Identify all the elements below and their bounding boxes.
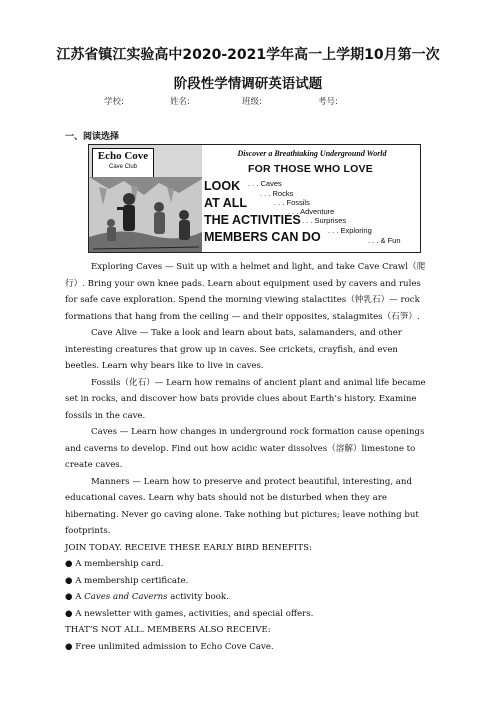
book-title: Caves and Caverns: [84, 592, 168, 602]
banner-headline-4: MEMBERS CAN DO: [204, 230, 321, 244]
cave-club-banner: [88, 144, 421, 253]
bullet-glyph: ●: [65, 608, 73, 619]
benefit-text: A newsletter with games, activities, and special offers.: [72, 608, 314, 619]
love-item-rocks: . . . Rocks: [260, 189, 294, 198]
bullet-glyph: ●: [65, 592, 73, 602]
love-item-adventure: . . . Adventure: [288, 207, 335, 216]
logo-title: Echo Cove: [97, 150, 149, 162]
cave-explorers-illustration: [89, 177, 202, 252]
love-item-fun: . . . & Fun: [368, 236, 401, 245]
also-item-free-admission: [65, 639, 431, 656]
banner-text-panel: [202, 145, 420, 252]
echo-cove-logo: [92, 148, 154, 178]
for-those-heading: FOR THOSE WHO LOVE: [248, 163, 373, 175]
banner-headline-3: THE ACTIVITIES: [204, 213, 301, 227]
banner-tagline: Discover a Breathtaking Underground World: [237, 149, 387, 158]
love-item-surprises: . . . Surprises: [302, 216, 347, 225]
passage-body: [65, 259, 431, 655]
benefit-text: A membership certificate.: [72, 575, 189, 586]
paragraph-fossils: Fossils（化石）— Learn how remains of ancient plant and animal life became set in rocks, and discover how bats provide clues about Earth’s history. Examine fossils in the cave.: [65, 377, 426, 421]
section-heading: 一、阅读选择: [65, 132, 120, 142]
bullet-glyph: ●: [65, 575, 73, 586]
benefit-membership-card: [65, 556, 431, 573]
also-item-text: Free unlimited admission to Echo Cove Cave.: [72, 641, 274, 652]
love-item-exploring: . . . Exploring: [328, 226, 372, 235]
benefit-activity-book: [65, 589, 431, 606]
benefit-newsletter: [65, 606, 431, 623]
banner-headline-1: LOOK: [204, 179, 241, 193]
bullet-glyph: ●: [65, 641, 73, 652]
paragraph-cave-alive: Cave Alive — Take a look and learn about bats, salamanders, and other interesting creatures that grow up in caves. See crickets, crayfish, and even beetles. Learn why bears like to live in caves.: [65, 328, 402, 371]
benefit-membership-certificate: [65, 573, 431, 590]
banner-photo-panel: [89, 145, 202, 252]
paragraph-caves: Caves — Learn how changes in underground rock formation cause openings and caverns to develop. Find out how acidic water dissolves（溶解）limestone to create caves.: [65, 427, 425, 470]
field-school: 学校:: [104, 97, 124, 107]
join-heading: JOIN TODAY. RECEIVE THESE EARLY BIRD BENEFITS:: [65, 542, 312, 553]
benefit-text-pre: A: [72, 592, 85, 602]
document-title-line-2: 阶段性学情调研英语试题: [173, 76, 323, 92]
love-item-caves: . . . Caves: [248, 179, 282, 188]
paragraph-exploring-caves: Exploring Caves — Suit up with a helmet and light, and take Cave Crawl（爬行）. Bring your own knee pads. Learn about equipment used by cavers and rules for safe cave exploration. Spend the morning viewing stalactites（钟乳石）— rock formations that hang from the ceiling — and their opposites, stalagmites（石笋）.: [65, 262, 426, 322]
document-title-line-1: 江苏省镇江实验高中2020-2021学年高一上学期10月第一次: [56, 47, 440, 63]
benefit-text: A membership card.: [72, 559, 164, 569]
field-name: 姓名:: [170, 97, 190, 107]
logo-subtitle: Cave Club: [108, 164, 137, 170]
love-item-fossils: . . . Fossils: [274, 198, 310, 207]
benefit-text-post: activity book.: [167, 592, 229, 602]
field-exam-number: 考号:: [318, 97, 338, 107]
paragraph-manners: Manners — Learn how to preserve and protect beautiful, interesting, and educational caves. Learn why bats should not be disturbed when they are hibernating. Never go caving alone. Take nothing but pictures; leave nothing but footprints.: [65, 476, 419, 536]
also-heading: THAT’S NOT ALL. MEMBERS ALSO RECEIVE:: [65, 625, 271, 635]
field-class: 班级:: [242, 97, 262, 107]
banner-headline-2: AT ALL: [204, 196, 248, 210]
bullet-glyph: ●: [65, 559, 73, 569]
